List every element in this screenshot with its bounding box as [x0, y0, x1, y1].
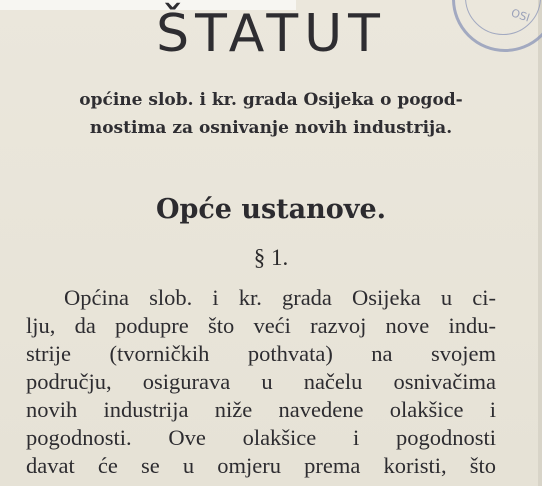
subtitle-line: općine slob. i kr. grada Osijeka o pogod-	[79, 90, 463, 110]
document-title: ŠTATUT	[156, 4, 386, 64]
paragraph-line: strije (tvorničkih pothvata) na svojem	[26, 341, 496, 366]
paragraph-line: pogodnosti. Ove olakšice i pogodnosti	[26, 425, 496, 450]
paragraph-line: novih industrija niže navedene olakšice i	[26, 397, 496, 422]
paragraph-text	[26, 284, 496, 480]
paragraph-line: Općina slob. i kr. grada Osijeka u ci-	[64, 285, 496, 310]
subtitle-line: nostima za osnivanje novih industrija.	[89, 118, 453, 138]
section-heading: Opće ustanove.	[155, 194, 387, 225]
document-subtitle	[0, 86, 542, 142]
stamp-text: OSI	[509, 6, 532, 25]
paragraph-line: lju, da podupre što veći razvoj nove indu-	[26, 313, 496, 338]
paragraph-line: davat će se u omjeru prema koristi, što	[26, 453, 496, 478]
paragraph-line: području, osigurava u načelu osnivačima	[26, 369, 496, 394]
paragraph-number: § 1.	[253, 245, 289, 270]
